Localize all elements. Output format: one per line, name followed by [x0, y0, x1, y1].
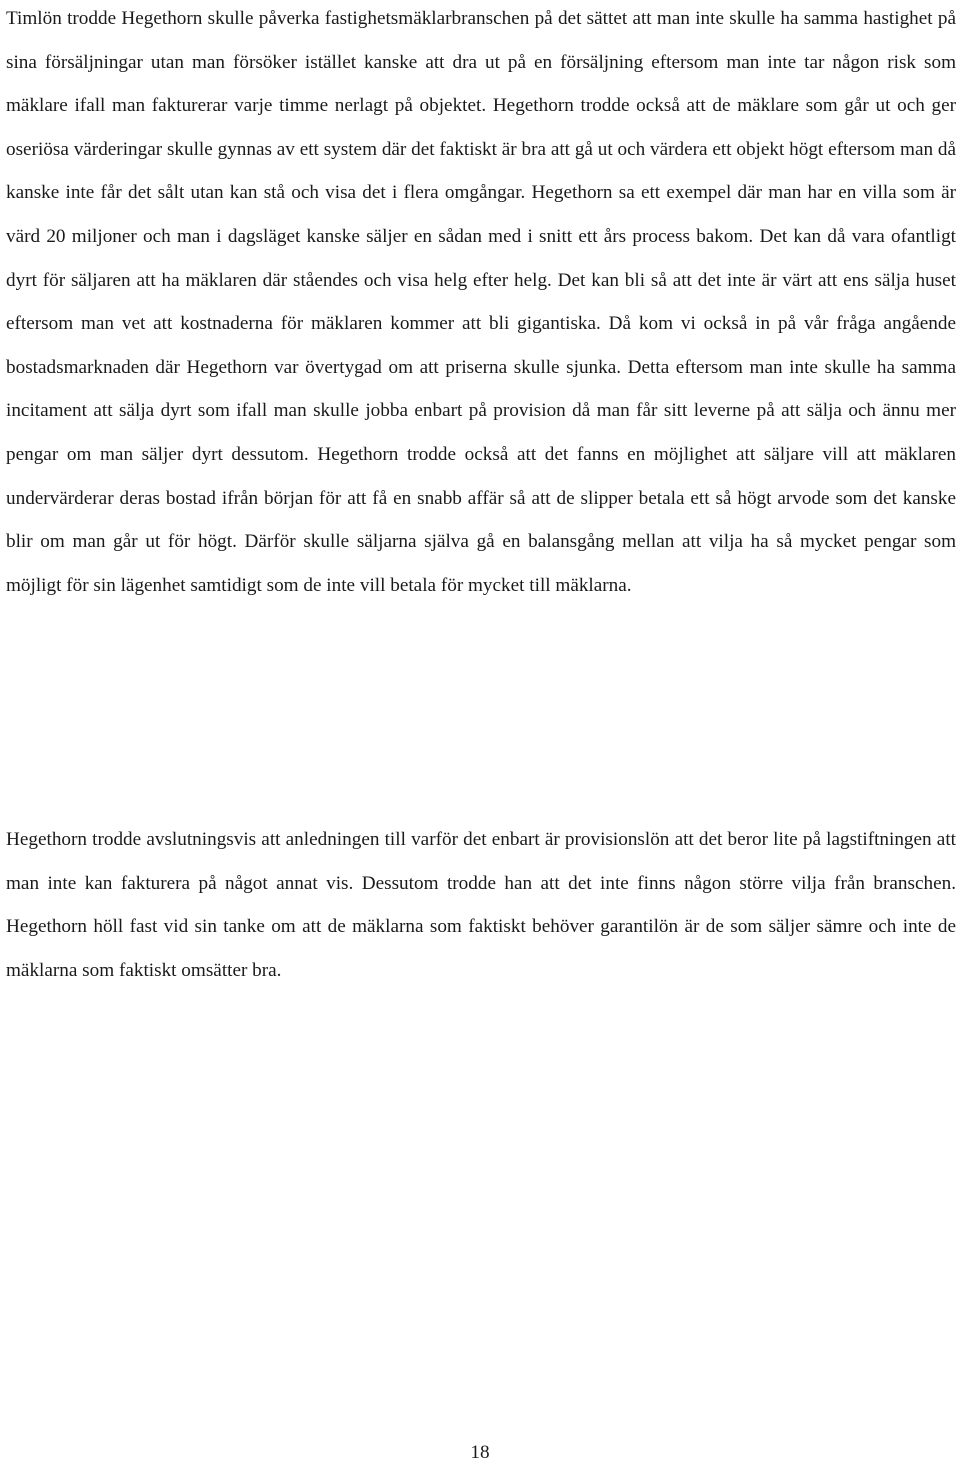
page-number: 18: [470, 1442, 490, 1463]
body-paragraph-2: Hegethorn trodde avslutningsvis att anledningen till varför det enbart är provisionslön att det beror lite på lagstiftningen att man inte kan fakturera på något annat vis. Dessutom trodde han att det inte finns någon större vilja från branschen. Hegethorn höll fast vid sin tanke om att de mäklarna som faktiskt behöver garantilön är de som säljer sämre och inte de mäklarna som faktiskt omsätter bra.: [6, 829, 956, 981]
body-paragraph-1: Timlön trodde Hegethorn skulle påverka fastighetsmäklarbranschen på det sättet att man inte skulle ha samma hastighet på sina försäljningar utan man försöker istället kanske att dra ut på en försäljning eftersom man inte tar någon risk som mäklare ifall man fakturerar varje timme nerlagt på objektet. Hegethorn trodde också att de mäklare som går ut och ger oseriösa värderingar skulle gynnas av ett system där det faktiskt är bra att gå ut och värdera ett objekt högt eftersom man då kanske inte får det sålt utan kan stå och visa det i flera omgångar. Hegethorn sa ett exempel där man har en villa som är värd 20 miljoner och man i dagsläget kanske säljer en sådan med i snitt ett års process bakom. Det kan då vara ofantligt dyrt för säljaren att ha mäklaren där ståendes och visa helg efter helg. Det kan bli så att det inte är värt att ens sälja huset eftersom man vet att kostnaderna för mäklaren kommer att bli gigantiska. Då kom vi också in på vår fråga angående bostadsmarknaden där Hegethorn var övertygad om att priserna skulle sjunka. Detta eftersom man inte skulle ha samma incitament att sälja dyrt som ifall man skulle jobba enbart på provision då man får sitt leverne på att sälja och ännu mer pengar om man säljer dyrt dessutom. Hegethorn trodde också att det fanns en möjlighet att säljare vill att mäklaren undervärderar deras bostad ifrån början för att få en snabb affär så att de slipper betala ett så högt arvode som det kanske blir om man går ut för högt. Därför skulle säljarna själva gå en balansgång mellan att vilja ha så mycket pengar som möjligt för sin lägenhet samtidigt som de inte vill betala för mycket till mäklarna.: [6, 8, 956, 596]
